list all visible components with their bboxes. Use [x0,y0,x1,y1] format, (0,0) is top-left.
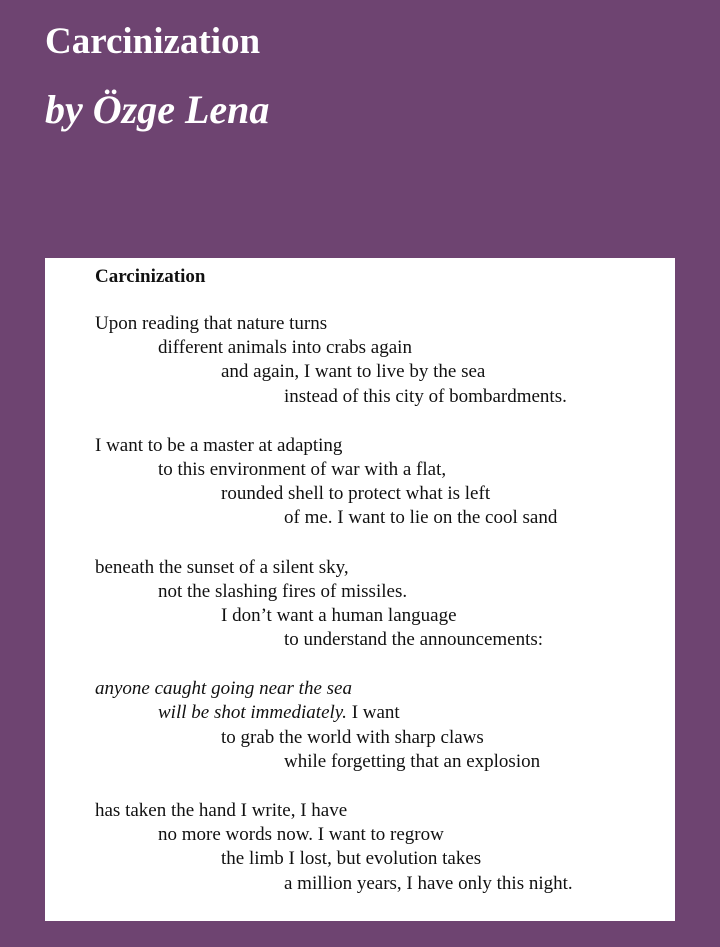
poem-line [95,799,675,823]
poem-line-text: to this environment of war with a flat, [158,458,447,480]
page-title: Carcinization [45,21,261,62]
poem-line [95,604,675,628]
poem-line [95,823,675,847]
poem-line-text: to grab the world with sharp claws [221,726,484,748]
poem-line-text: I don’t want a human language [221,604,457,626]
poem-line-text: beneath the sunset of a silent sky, [95,556,349,578]
poem-line-text: Upon reading that nature turns [95,313,328,334]
poem-card [45,258,675,921]
poem-line [95,872,675,896]
poem-line-text: I want [346,702,400,724]
poem-line [95,580,675,604]
poem-line [95,556,675,580]
poem-line [95,628,675,652]
poem-stanza [95,799,675,896]
poem-stanza [95,312,675,409]
poem-line-text: no more words now. I want to regrow [158,824,444,846]
poem-line [95,360,675,384]
poem-line [95,726,675,750]
poem-stanza [95,677,675,774]
poem-stanza [95,556,675,653]
poem-line [95,336,675,360]
poem-line-text: different animals into crabs again [158,337,412,359]
poem-line-text: I want to be a master at adapting [95,434,343,456]
poem-line [95,434,675,458]
poem-line [95,847,675,871]
poem-line-text: has taken the hand I write, I have [95,800,348,821]
poem-line-text: of me. I want to lie on the cool sand [284,507,558,529]
poem-line-text: will be shot immediately. [158,702,347,724]
poem-line-text: while forgetting that an explosion [284,750,541,772]
poem-line [95,482,675,506]
poem-line [95,677,675,701]
poem-line [95,312,675,336]
poem-line [95,458,675,482]
poem-line-text: a million years, I have only this night. [284,872,573,894]
poem-line-text: to understand the announcements: [284,629,544,651]
poem-line-text: the limb I lost, but evolution takes [221,848,482,870]
poem-line [95,750,675,774]
poem-line-text: and again, I want to live by the sea [221,361,486,383]
author-byline: by Özge Lena [45,87,270,132]
poem-line [95,701,675,725]
poem-stanza [95,434,675,531]
poem-title: Carcinization [95,266,206,287]
poem-line-text: not the slashing fires of missiles. [158,580,408,602]
poem-line-text: rounded shell to protect what is left [221,483,491,505]
poem-line-text: anyone caught going near the sea [95,678,352,700]
poem-line [95,385,675,409]
poem-line [95,506,675,530]
poem-line-text: instead of this city of bombardments. [284,385,567,407]
poem-body [95,312,675,896]
